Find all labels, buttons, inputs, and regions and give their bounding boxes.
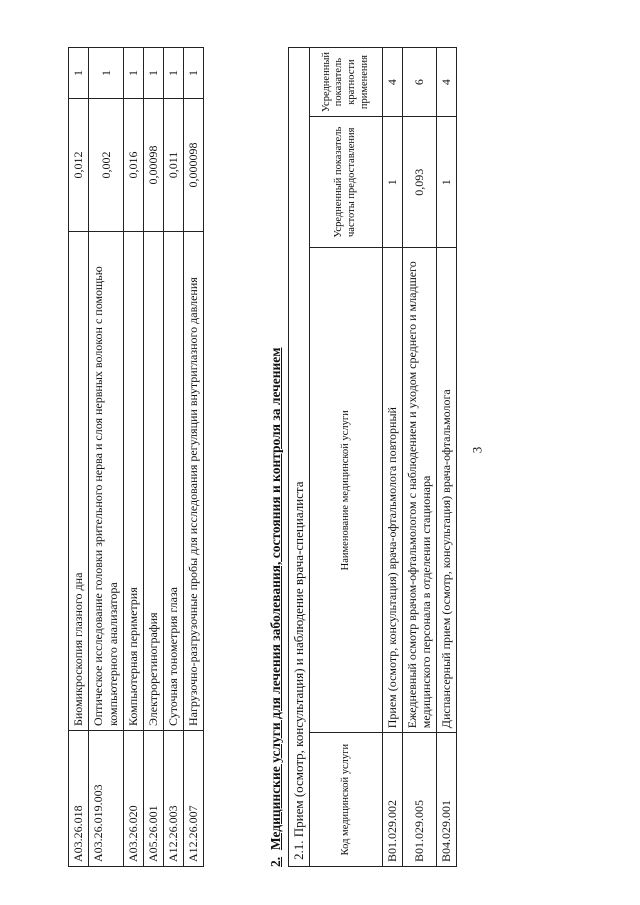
- table-row: [383, 48, 403, 867]
- multiplicity-value: 1: [144, 48, 164, 99]
- subsection-row: [289, 48, 310, 867]
- table-row: [184, 48, 204, 867]
- header-code: Код медицинской услуги: [310, 733, 383, 867]
- table-row: [144, 48, 164, 867]
- frequency-value: 0,016: [124, 99, 144, 232]
- table-row: [89, 48, 124, 867]
- service-code: A05.26.001: [144, 731, 164, 867]
- header-name: Наименование медицинской услуги: [310, 248, 383, 733]
- service-name: Электроретинография: [144, 232, 164, 731]
- header-frequency: Усредненный показатель частоты предоставления: [310, 117, 383, 248]
- service-name: Компьютерная периметрия: [124, 232, 144, 731]
- frequency-value: 0,00098: [144, 99, 164, 232]
- multiplicity-value: 1: [69, 48, 89, 99]
- service-name: Оптическое исследование головки зрительного нерва и слоя нервных волокон с помощью компьютерного анализатора: [89, 232, 124, 731]
- service-code: A03.26.020: [124, 731, 144, 867]
- services-table-continued: [68, 47, 204, 867]
- service-name: Ежедневный осмотр врачом-офтальмологом с наблюдением и уходом среднего и младшего медицинского персонала в отделении стационара: [403, 248, 437, 733]
- service-code: A12.26.003: [164, 731, 184, 867]
- table-row: [124, 48, 144, 867]
- header-row: [310, 48, 383, 867]
- service-name: Суточная тонометрия глаза: [164, 232, 184, 731]
- multiplicity-value: 4: [383, 48, 403, 117]
- frequency-value: 0,011: [164, 99, 184, 232]
- multiplicity-value: 1: [164, 48, 184, 99]
- table-row: [164, 48, 184, 867]
- frequency-value: 0,012: [69, 99, 89, 232]
- multiplicity-value: 1: [184, 48, 204, 99]
- service-code: B01.029.002: [383, 733, 403, 867]
- multiplicity-value: 1: [124, 48, 144, 99]
- table-row: [403, 48, 437, 867]
- service-code: A03.26.018: [69, 731, 89, 867]
- service-code: B01.029.005: [403, 733, 437, 867]
- section-heading: [268, 348, 284, 868]
- table-row: [436, 48, 456, 867]
- header-multiplicity: Усредненный показатель кратности применения: [310, 48, 383, 117]
- subsection-title: 2.1. Прием (осмотр, консультация) и наблюдение врача-специалиста: [289, 48, 310, 867]
- table-row: [69, 48, 89, 867]
- multiplicity-value: 6: [403, 48, 437, 117]
- service-code: A03.26.019.003: [89, 731, 124, 867]
- frequency-value: 1: [383, 117, 403, 248]
- service-code: A12.26.007: [184, 731, 204, 867]
- service-name: Прием (осмотр, консультация) врача-офтальмолога повторный: [383, 248, 403, 733]
- frequency-value: 0,093: [403, 117, 437, 248]
- service-name: Нагрузочно-разгрузочные пробы для исследования регуляции внутриглазного давления: [184, 232, 204, 731]
- page-number: 3: [469, 446, 485, 454]
- section-title: Медицинские услуги для лечения заболевания, состояния и контроля за лечением: [268, 347, 283, 851]
- multiplicity-value: 1: [89, 48, 124, 99]
- frequency-value: 1: [436, 117, 456, 248]
- frequency-value: 0,002: [89, 99, 124, 232]
- section-number: 2.: [268, 856, 283, 867]
- consultation-services-table: [288, 47, 457, 867]
- service-name: Диспансерный прием (осмотр, консультация) врача-офтальмолога: [436, 248, 456, 733]
- service-name: Биомикроскопия глазного дна: [69, 232, 89, 731]
- frequency-value: 0,000098: [184, 99, 204, 232]
- service-code: B04.029.001: [436, 733, 456, 867]
- multiplicity-value: 4: [436, 48, 456, 117]
